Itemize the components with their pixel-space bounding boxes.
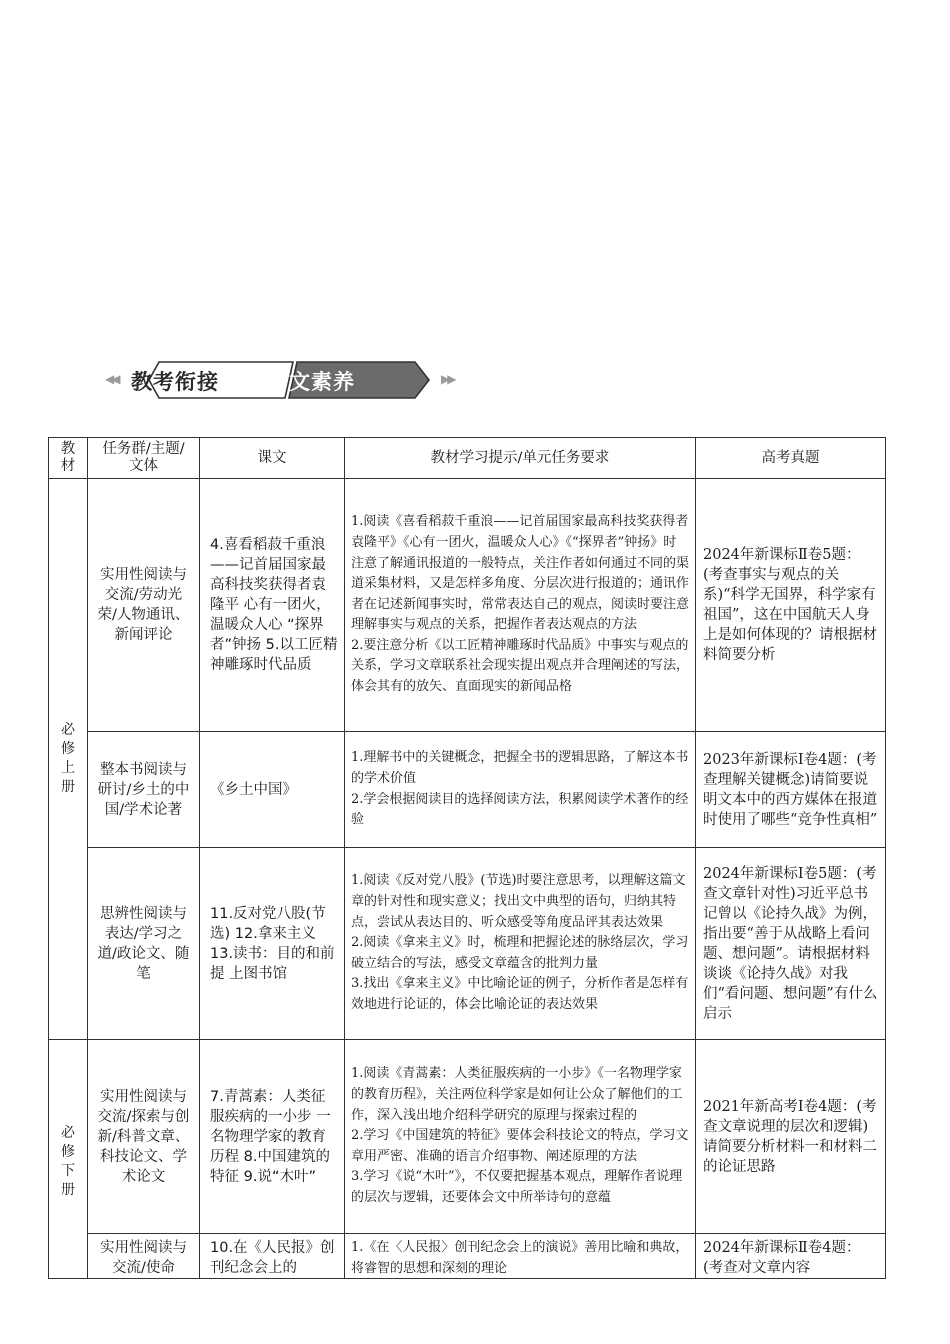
- gaokao-cell: 2024年新课标Ⅰ卷5题：(考查文章针对性)习近平总书记曾以《论持久战》为例，指出要“善于从战略上看问题、想问题”。请根据材料谈谈《论持久战》对我们“看问题、想问题”有什么启示: [696, 848, 886, 1040]
- requirement-item: 1.理解书中的关键概念，把握全书的逻辑思路，了解这本书的学术价值: [351, 750, 689, 786]
- volume-cell: 必修下册: [49, 1040, 88, 1279]
- table-row: [49, 732, 886, 848]
- curriculum-table: [48, 437, 886, 1279]
- gaokao-cell: [696, 1234, 886, 1279]
- volume-cell: 必修上册: [49, 479, 88, 1040]
- table-row: [49, 1234, 886, 1279]
- lesson-cell: [200, 1234, 345, 1279]
- requirement-item: 2.要注意分析《以工匠精神雕琢时代品质》中事实与观点的关系，学习文章联系社会现实提出观点并合理阐述的写法，体会其有的放矢、直面现实的新闻品格: [351, 637, 690, 695]
- requirement-cell: [345, 1040, 696, 1234]
- table-row: [49, 848, 886, 1040]
- table-row: [49, 1040, 886, 1234]
- requirement-cell: [345, 732, 696, 848]
- double-left-arrow-icon: ◀◀: [105, 372, 118, 386]
- header-gaokao: 高考真题: [696, 438, 886, 479]
- header-lessons: 课文: [200, 438, 345, 479]
- requirement-item: 2.阅读《拿来主义》时，梳理和把握论述的脉络层次，学习破立结合的写法，感受文章蕴含的批判力量: [351, 935, 689, 971]
- requirement-item: 3.找出《拿来主义》中比喻论证的例子，分析作者是怎样有效地进行论证的，体会比喻论证的表达效果: [351, 976, 689, 1012]
- gaokao-cell: 2021年新高考Ⅰ卷4题：(考查文章说理的层次和逻辑)请简要分析材料一和材料二的论证思路: [696, 1040, 886, 1234]
- banner-right-label: 语文素养: [267, 370, 355, 394]
- task-group-cell: [88, 1234, 200, 1279]
- header-textbook: 教材: [49, 438, 88, 479]
- banner-left-label: 教考衔接: [131, 370, 219, 394]
- requirement-cell: [345, 1234, 696, 1279]
- task-group-cell: 实用性阅读与交流/劳动光荣/人物通讯、新闻评论: [88, 479, 200, 732]
- header-requirements: 教材学习提示/单元任务要求: [345, 438, 696, 479]
- task-group-cell: 思辨性阅读与表达/学习之道/政论文、随笔: [88, 848, 200, 1040]
- double-right-arrow-icon: ▶▶: [441, 372, 454, 386]
- gaokao-cell: 2024年新课标Ⅱ卷5题：(考查事实与观点的关系)“科学无国界，科学家有祖国”，这在中国航天人身上是如何体现的？请根据材料简要分析: [696, 479, 886, 732]
- lesson-cell: 4.喜看稻菽千重浪——记首届国家最高科技奖获得者袁隆平 心有一团火，温暖众人心 “探界者”钟扬 5.以工匠精神雕琢时代品质: [200, 479, 345, 732]
- requirement-item: 2.学会根据阅读目的选择阅读方法，积累阅读学术著作的经验: [351, 791, 689, 828]
- requirement-item: 1.阅读《喜看稻菽千重浪——记首届国家最高科技奖获得者袁隆平》《心有一团火，温暖众人心》《“探界者”钟扬》时注意了解通讯报道的一般特点，关注作者如何通过不同的渠道采集材料，又是怎样多角度、分层次进行报道的；通讯作者在记述新闻事实时，常常表达自己的观点，阅读时要注意理解事实与观点的关系，把握作者表达观点的方法: [351, 514, 690, 633]
- lesson-cell: 11.反对党八股(节选) 12.拿来主义 13.读书：目的和前提 上图书馆: [200, 848, 345, 1040]
- requirement-item: 1.阅读《青蒿素：人类征服疾病的一小步》《一名物理学家的教育历程》，关注两位科学家是如何让公众了解他们的工作，深入浅出地介绍科学研究的原理与探索过程的: [351, 1066, 683, 1123]
- table-header-row: [49, 438, 886, 479]
- requirement-item: 1.阅读《反对党八股》(节选)时要注意思考，以理解这篇文章的针对性和现实意义；找出文中典型的语句，归纳其特点，尝试从表达目的、听众感受等角度品评其表达效果: [351, 873, 686, 930]
- lesson-cell: 《乡土中国》: [200, 732, 345, 848]
- requirement-item: 3.学习《说“木叶”》，不仅要把握基本观点，理解作者说理的层次与逻辑，还要体会文中所举诗句的意蕴: [351, 1169, 683, 1205]
- lesson-text: 10.在《人民报》创刊纪念会上的: [210, 1240, 335, 1276]
- task-group-cell: 实用性阅读与交流/探索与创新/科普文章、科技论文、学术论文: [88, 1040, 200, 1234]
- section-banner: [105, 360, 475, 402]
- gaokao-cell: 2023年新课标Ⅰ卷4题：(考查理解关键概念)请简要说明文本中的西方媒体在报道时使用了哪些“竞争性真相”: [696, 732, 886, 848]
- lesson-cell: 7.青蒿素：人类征服疾病的一小步 一名物理学家的教育历程 8.中国建筑的特征 9.说“木叶”: [200, 1040, 345, 1234]
- requirement-cell: [345, 479, 696, 732]
- requirement-item: 2.学习《中国建筑的特征》要体会科技论文的特点，学习文章用严密、准确的语言介绍事物、阐述原理的方法: [351, 1128, 689, 1164]
- task-group-cell: 整本书阅读与研讨/乡土的中国/学术论著: [88, 732, 200, 848]
- gaokao-text: 2024年新课标Ⅱ卷4题：(考查对文章内容: [703, 1240, 861, 1274]
- requirement-cell: [345, 848, 696, 1040]
- task-group-text: 实用性阅读与交流/使命: [100, 1240, 187, 1276]
- requirement-item: 1.《在〈人民报〉创刊纪念会上的演说》善用比喻和典故，将睿智的思想和深刻的理论: [351, 1240, 689, 1275]
- header-task-group: 任务群/主题/文体: [88, 438, 200, 479]
- table-row: [49, 479, 886, 732]
